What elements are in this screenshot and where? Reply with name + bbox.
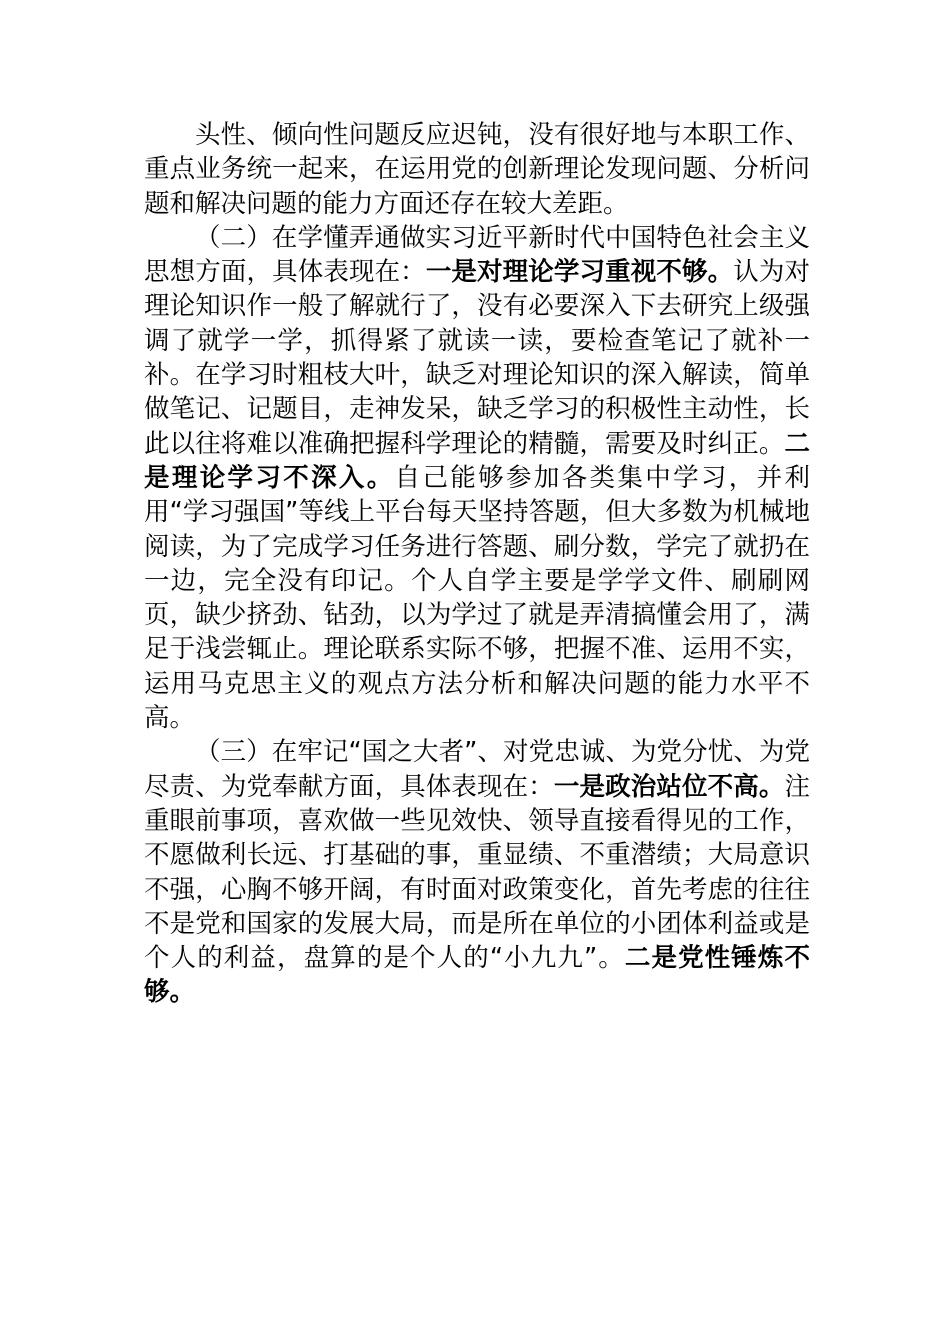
paragraph-3-point-1-heading: 一是政治站位不高。 bbox=[553, 771, 785, 802]
paragraph-3-point-2-heading: 二是党性锤炼不够。 bbox=[144, 943, 810, 1008]
paragraph-3-point-1-body: 注重眼前事项，喜欢做一些见效快、领导直接看得见的工作，不愿做利长远、打基础的事，重显绩、不重潜绩；大局意识不强，心胸不够开阔，有时面对政策变化，首先考虑的往往不是党和国家的发展大局，而是所在单位的小团体利益或是个人的利益，盘算的是个人的“小九九”。 bbox=[144, 771, 810, 974]
paragraph-3 bbox=[144, 735, 810, 1009]
paragraph-2-intro: （二）在学懂弄通做实习近平新时代中国特色社会主义思想方面，具体表现在： bbox=[144, 222, 810, 288]
paragraph-1 bbox=[144, 118, 810, 221]
paragraph-2-point-1-body: 认为对理论知识作一般了解就行了，没有必要深入下去研究上级强调了就学一学，抓得紧了就读一读，要检查笔记了就补一补。在学习时粗枝大叶，缺乏对理论知识的深入解读，简单做笔记、记题目，走神发呆，缺乏学习的积极性主动性，长此以往将难以准确把握科学理论的精髓，需要及时纠正。 bbox=[144, 257, 810, 459]
paragraph-1-text: 头性、倾向性问题反应迟钝，没有很好地与本职工作、重点业务统一起来，在运用党的创新理论发现问题、分析问题和解决问题的能力方面还存在较大差距。 bbox=[144, 120, 810, 219]
paragraph-2-point-2-body: 自己能够参加各类集中学习，并利用“学习强国”等线上平台每天坚持答题，但大多数为机械地阅读，为了完成学习任务进行答题、刷分数，学完了就扔在一边，完全没有印记。个人自学主要是学学文件、刷刷网页，缺少挤劲、钻劲，以为学过了就是弄清搞懂会用了，满足于浅尝辄止。理论联系实际不够，把握不准、运用不实，运用马克思主义的观点方法分析和解决问题的能力水平不高。 bbox=[144, 462, 810, 734]
paragraph-2-point-1-heading: 一是对理论学习重视不够。 bbox=[425, 257, 734, 288]
paragraph-2 bbox=[144, 221, 810, 735]
paragraph-2-point-2-heading: 二是理论学习不深入。 bbox=[144, 428, 810, 493]
paragraph-3-intro: （三）在牢记“国之大者”、对党忠诚、为党分忧、为党尽责、为党奉献方面，具体表现在： bbox=[144, 737, 810, 802]
document-body bbox=[144, 118, 810, 1010]
